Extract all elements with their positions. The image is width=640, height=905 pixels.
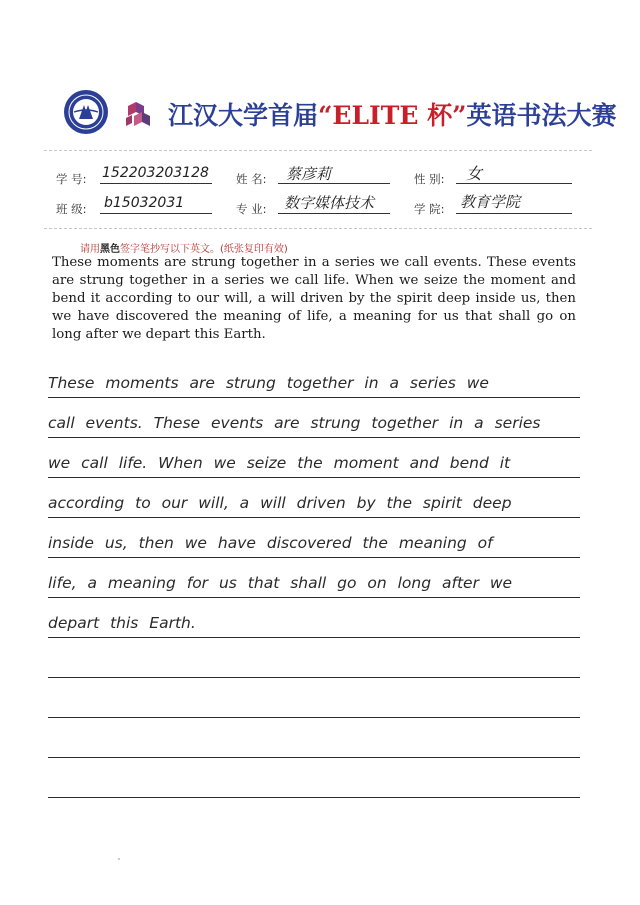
major-label: 专 业: [236, 202, 267, 216]
writing-rule [48, 477, 580, 478]
writing-rule [48, 757, 580, 758]
dashed-divider [44, 150, 592, 151]
handwriting-line-6: life, a meaning for us that shall go on long after we [48, 574, 513, 592]
instruction-suffix: 签字笔抄写以下英文。(纸张复印有效) [120, 244, 288, 255]
gender-line [456, 183, 572, 184]
handwriting-line-2: call events. These events are strung together in a series [48, 414, 541, 432]
name-label: 姓 名: [236, 172, 267, 186]
dashed-divider [44, 228, 592, 229]
university-seal-icon [62, 88, 110, 136]
student-id-value: 152203203128 [102, 165, 209, 181]
page-title [168, 96, 616, 132]
writing-rule [48, 717, 580, 718]
handwriting-line-3: we call life. When we seize the moment and bend it [48, 454, 511, 472]
class-label: 班 级: [56, 202, 87, 216]
college-label: 学 院: [414, 202, 445, 216]
writing-rule [48, 677, 580, 678]
name-value: 蔡彦莉 [286, 165, 332, 183]
writing-rule [48, 597, 580, 598]
title-suffix: 英语书法大赛 [466, 101, 617, 130]
header [60, 88, 617, 138]
gender-label: 性 别: [414, 172, 445, 186]
instruction-bold: 黑色 [100, 244, 120, 255]
handwriting-line-5: inside us, then we have discovered the meaning of [48, 534, 493, 552]
handwriting-line-1: These moments are strung together in a series we [48, 374, 489, 392]
writing-rule [48, 437, 580, 438]
writing-rule [48, 517, 580, 518]
major-value: 数字媒体技术 [284, 194, 375, 212]
class-line [100, 213, 212, 214]
writing-rule [48, 397, 580, 398]
handwriting-line-7: depart this Earth. [48, 614, 196, 632]
major-line [278, 213, 390, 214]
paper-speck [118, 858, 120, 860]
college-value: 教育学院 [460, 193, 521, 211]
class-value: b15032031 [104, 195, 185, 211]
writing-rule [48, 797, 580, 798]
name-line [278, 183, 390, 184]
contest-logo-icon [124, 96, 156, 130]
handwriting-line-4: according to our will, a will driven by the spirit deep [48, 494, 512, 512]
instruction-text [80, 240, 288, 255]
title-prefix: 江汉大学首届 [168, 101, 319, 130]
college-line [456, 213, 572, 214]
student-id-label: 学 号: [56, 172, 87, 186]
title-highlight: “ELITE 杯” [318, 101, 467, 130]
writing-rule [48, 637, 580, 638]
printed-passage: These moments are strung together in a series we call events. These events are strung together in a series we call life. When we seize the moment and bend it according to our will, a will driven by the spirit deep inside us, then we have discovered the meaning of life, a meaning for us that shall go on long after we depart this Earth. [52, 255, 576, 342]
gender-value: 女 [466, 164, 483, 183]
student-id-line [100, 183, 212, 184]
instruction-prefix: 请用 [80, 244, 100, 255]
writing-rule [48, 557, 580, 558]
